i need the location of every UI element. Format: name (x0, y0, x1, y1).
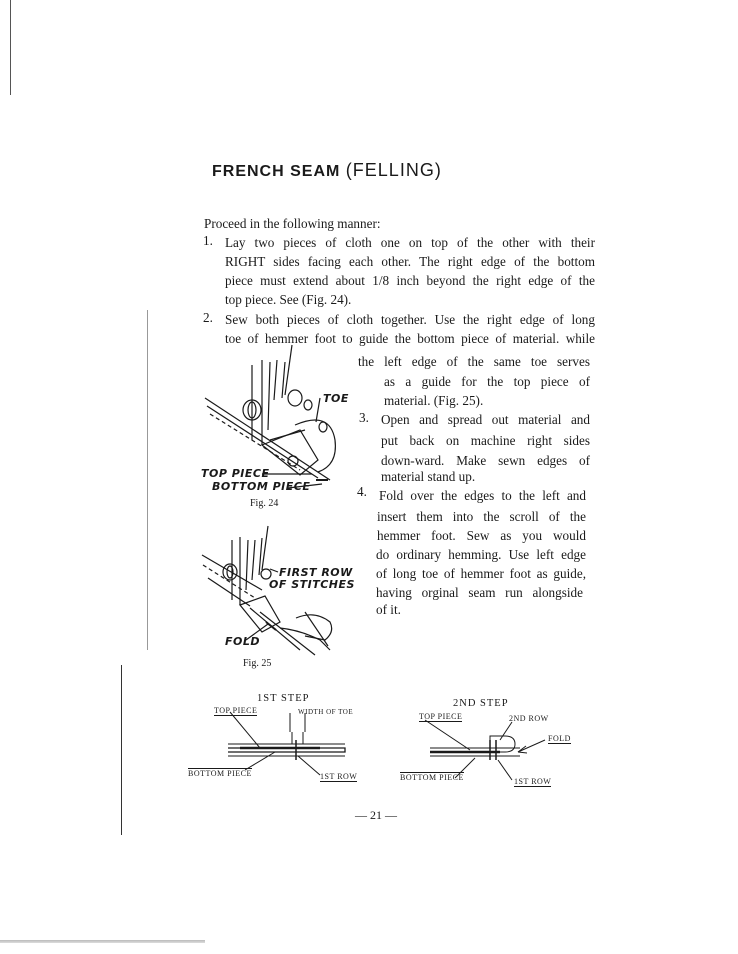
page-number: — 21 — (355, 808, 397, 822)
title-text: FRENCH SEAM (212, 163, 341, 180)
step-1-number: 1. (203, 233, 213, 248)
step-4-line-4: do ordinary hemming. Use left edge (376, 547, 586, 562)
step-1-line-3: piece must extend about 1/8 inch beyond the right edge of the (225, 273, 595, 288)
step-1-title: 1ST STEP (257, 693, 310, 704)
step-1-label-first-row: 1ST ROW (320, 772, 358, 781)
step-1-line-1: Lay two pieces of cloth one on top of the other with their (225, 235, 595, 250)
fig-25-caption: Fig. 25 (243, 658, 272, 669)
step-2-label-second-row: 2ND ROW (509, 714, 549, 723)
step-1-label-bottom-piece: BOTTOM PIECE (188, 769, 252, 778)
step-3-line-3: down-ward. Make sewn edges of (381, 453, 590, 468)
step-3-line-4: material stand up. (381, 469, 476, 484)
step-1-label-width-of-toe: WIDTH OF TOE (298, 708, 354, 716)
step-4-line-6: having orginal seam run alongside (376, 585, 583, 600)
step-2-label-fold: FOLD (548, 734, 571, 743)
step-2-number: 2. (203, 310, 213, 325)
step-4-line-5: of long toe of hemmer foot as guide, (376, 566, 586, 581)
step-4-line-1: Fold over the edges to the left and (379, 488, 586, 503)
step-4-line-2: insert them into the scroll of the (377, 509, 586, 524)
step-3-line-1: Open and spread out material and (381, 412, 590, 427)
step-2-line-5: material. (Fig. 25). (384, 393, 484, 408)
fig-25-label-first-row-2: OF STITCHES (269, 578, 355, 591)
intro-text: Proceed in the following manner: (204, 216, 381, 231)
step-2-line-1: Sew both pieces of cloth together. Use the right edge of long (225, 312, 595, 327)
step-2-label-top-piece: TOP PIECE (419, 712, 463, 721)
fig-24-label-bottom-piece: BOTTOM PIECE (212, 480, 311, 493)
step-4-line-7: of it. (376, 602, 401, 617)
step-2-title: 2ND STEP (453, 698, 509, 709)
step-1-line-2: RIGHT sides facing each other. The right edge of the bottom (225, 254, 595, 269)
fig-24-label-toe: TOE (323, 392, 349, 405)
step-2-line-4: as a guide for the top piece of (384, 374, 590, 389)
step-2-line-2: toe of hemmer foot to guide the bottom piece of material. while (225, 331, 595, 346)
step-2-label-bottom-piece: BOTTOM PIECE (400, 773, 464, 782)
step-2-line-3: the left edge of the same toe serves (358, 354, 590, 369)
fig-25-label-fold: FOLD (225, 635, 261, 648)
fig-24-label-top-piece: TOP PIECE (201, 467, 270, 480)
fig-25-label-first-row-1: FIRST ROW (279, 566, 353, 579)
step-2-label-first-row: 1ST ROW (514, 777, 552, 786)
step-3-number: 3. (359, 410, 369, 425)
step-1-label-top-piece: TOP PIECE (214, 706, 258, 715)
step-4-line-3: hemmer foot. Sew as you would (377, 528, 586, 543)
step-4-number: 4. (357, 484, 367, 499)
title-paren: (FELLING) (345, 160, 442, 180)
fig-24-caption: Fig. 24 (250, 498, 279, 509)
step-1-line-4: top piece. See (Fig. 24). (225, 292, 352, 307)
step-3-line-2: put back on machine right sides (381, 433, 590, 448)
